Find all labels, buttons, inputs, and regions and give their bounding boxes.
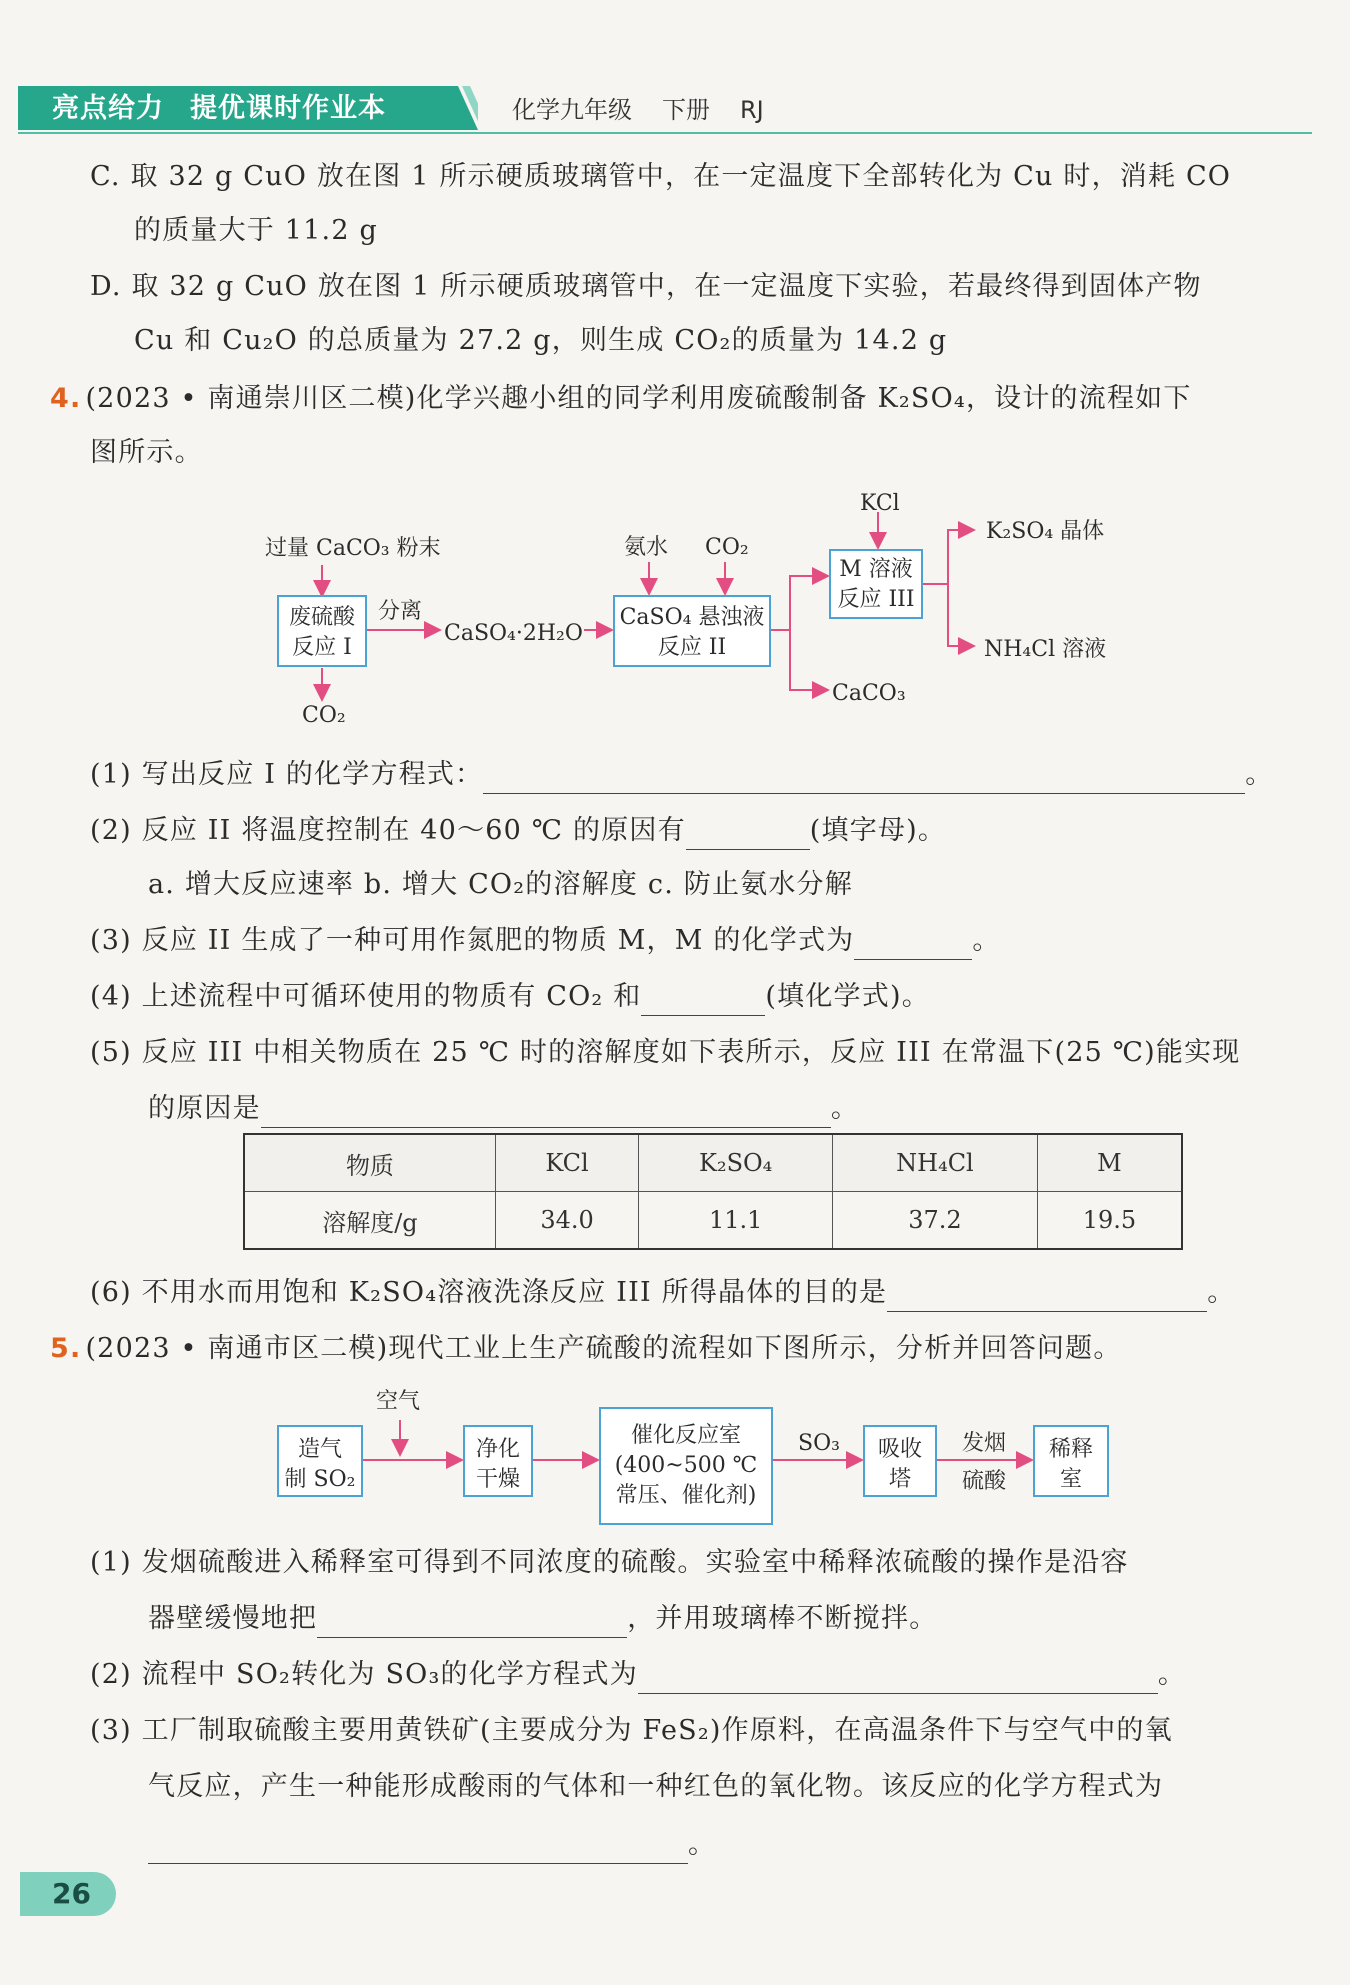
flow5-label-fuming-2: 硫酸 xyxy=(961,1469,1007,1494)
page-number: 26 xyxy=(52,1877,91,1910)
table-cell: 溶解度/g xyxy=(244,1192,495,1250)
table-header-cell: M xyxy=(1037,1134,1182,1192)
table-header-cell: NH₄Cl xyxy=(833,1134,1038,1192)
table-header-cell: 物质 xyxy=(244,1134,495,1192)
flow-box1-line2: 反应 I xyxy=(292,635,352,660)
q5-part3-period: 。 xyxy=(688,1829,717,1860)
q3-option-c-line2: 的质量大于 11.2 g xyxy=(134,215,378,246)
table-cell: 11.1 xyxy=(639,1192,833,1250)
flow-box2-line1: CaSO₄ 悬浊液 xyxy=(619,605,765,630)
flow5-box1-line2: 制 SO₂ xyxy=(284,1467,356,1492)
flow-label-co2-out: CO₂ xyxy=(302,703,346,728)
q4-part2-options: a. 增大反应速率 b. 增大 CO₂的溶解度 c. 防止氨水分解 xyxy=(148,869,853,900)
table-cell: 34.0 xyxy=(495,1192,638,1250)
flow5-box1-line1: 造气 xyxy=(297,1437,343,1462)
table-cell: 37.2 xyxy=(833,1192,1038,1250)
q5-part1-tail: ，并用玻璃棒不断搅拌。 xyxy=(627,1603,938,1634)
q4-part1-text: (1) 写出反应 I 的化学方程式： xyxy=(90,759,484,790)
q5-part1-answer-blank[interactable] xyxy=(317,1607,627,1638)
q4-part3-period: 。 xyxy=(972,925,1001,956)
flow-box3-line2: 反应 III xyxy=(837,587,915,612)
q5-part3-line2: 气反应，产生一种能形成酸雨的气体和一种红色的氧化物。该反应的化学方程式为 xyxy=(148,1771,1164,1802)
q5-part2-text: (2) 流程中 SO₂转化为 SO₃的化学方程式为 xyxy=(90,1659,638,1690)
flow-label-separate: 分离 xyxy=(378,599,423,624)
q4-part2-tail: (填字母)。 xyxy=(809,815,947,846)
q5-part3-answer-blank[interactable] xyxy=(148,1833,688,1864)
q3-option-c-line1: C. 取 32 g CuO 放在图 1 所示硬质玻璃管中，在一定温度下全部转化为 Cu 时，消耗 CO xyxy=(90,161,1232,192)
q5-part2-period: 。 xyxy=(1157,1659,1187,1690)
flow5-label-so3: SO₃ xyxy=(798,1431,840,1456)
q4-part2-text: (2) 反应 II 将温度控制在 40～60 ℃ 的原因有 xyxy=(90,815,686,846)
flow-label-caco3-powder: 过量 CaCO₃ 粉末 xyxy=(265,536,441,561)
table-header-cell: K₂SO₄ xyxy=(639,1134,833,1192)
q4-stem-text: (2023 • 南通崇川区二模)化学兴趣小组的同学利用废硫酸制备 K₂SO₄，设计的流程如下 xyxy=(85,383,1192,414)
q5-part1-line1: (1) 发烟硫酸进入稀释室可得到不同浓度的硫酸。实验室中稀释浓硫酸的操作是沿容 xyxy=(90,1547,1129,1578)
flow5-box4-line2: 塔 xyxy=(888,1467,912,1492)
flow5-label-fuming-1: 发烟 xyxy=(961,1431,1007,1456)
q4-number: 4. xyxy=(50,383,82,414)
q5-part3-answer xyxy=(148,1826,716,1864)
q4-part3-text: (3) 反应 II 生成了一种可用作氮肥的物质 M，M 的化学式为 xyxy=(90,925,855,956)
flow-label-caco3: CaCO₃ xyxy=(832,681,906,706)
brand-series: 提优课时作业本 xyxy=(190,93,386,124)
brand-name: 亮点给力 xyxy=(52,93,164,124)
flow5-box3-line1: 催化反应室 xyxy=(630,1423,742,1448)
header-volume: 下册 xyxy=(662,96,710,124)
q3-option-d-line1: D. 取 32 g CuO 放在图 1 所示硬质玻璃管中，在一定温度下实验，若最终得到固体产物 xyxy=(90,271,1202,302)
flow5-box3-line2: (400~500 ℃ xyxy=(614,1453,758,1478)
q5-part3-line1: (3) 工厂制取硫酸主要用黄铁矿(主要成分为 FeS₂)作原料，在高温条件下与空气中的氧 xyxy=(90,1715,1173,1746)
q5-number: 5. xyxy=(50,1333,82,1364)
flow-box3-line1: M 溶液 xyxy=(839,557,913,582)
flow5-box5-line2: 室 xyxy=(1059,1467,1083,1492)
flow-label-ammonia: 氨水 xyxy=(624,535,669,560)
flow-box1-line1: 废硫酸 xyxy=(288,605,356,630)
q4-part4-tail: (填化学式)。 xyxy=(765,981,930,1012)
flow5-box3-line3: 常压、催化剂) xyxy=(615,1483,757,1508)
header-subject: 化学九年级 xyxy=(512,96,632,124)
flow-label-co2-in: CO₂ xyxy=(705,535,749,560)
flow-label-nh4cl: NH₄Cl 溶液 xyxy=(984,637,1107,662)
table-cell: 19.5 xyxy=(1037,1192,1182,1250)
q4-part5-period: 。 xyxy=(830,1093,860,1124)
q5-stem-text: (2023 • 南通市区二模)现代工业上生产硫酸的流程如下图所示，分析并回答问题。 xyxy=(85,1333,1122,1364)
q4-part6-text: (6) 不用水而用饱和 K₂SO₄溶液洗涤反应 III 所得晶体的目的是 xyxy=(90,1277,888,1308)
q4-part5-line1: (5) 反应 III 中相关物质在 25 ℃ 时的溶解度如下表所示，反应 III 在常温下(25 ℃)能实现 xyxy=(90,1037,1241,1068)
q4-part6-period: 。 xyxy=(1207,1277,1236,1308)
q4-part1-period: 。 xyxy=(1245,759,1274,790)
table-header-cell: KCl xyxy=(495,1134,638,1192)
flow-box2-line2: 反应 II xyxy=(657,635,727,660)
flow5-box4-line1: 吸收 xyxy=(877,1437,923,1462)
q5-part1-line2 xyxy=(148,1600,937,1638)
q5-part1-text: 器壁缓慢地把 xyxy=(148,1603,318,1634)
flow5-box2-line2: 干燥 xyxy=(475,1467,521,1492)
flow5-box5-line1: 稀释 xyxy=(1048,1437,1094,1462)
q4-part4-text: (4) 上述流程中可循环使用的物质有 CO₂ 和 xyxy=(90,981,642,1012)
q4-stem-line2: 图所示。 xyxy=(90,437,203,468)
flow5-box2-line1: 净化 xyxy=(475,1437,521,1462)
flow-label-kcl: KCl xyxy=(860,491,900,516)
q5-part2 xyxy=(90,1656,1186,1694)
flow5-label-air: 空气 xyxy=(376,1389,421,1414)
flow-label-k2so4: K₂SO₄ 晶体 xyxy=(986,519,1105,544)
header-edition: RJ xyxy=(740,96,764,124)
flow-label-gypsum: CaSO₄·2H₂O xyxy=(444,621,583,646)
q4-part5-text: 的原因是 xyxy=(148,1093,261,1124)
q3-option-d-line2: Cu 和 Cu₂O 的总质量为 27.2 g，则生成 CO₂的质量为 14.2 g xyxy=(134,325,948,356)
q5-part2-answer-blank[interactable] xyxy=(638,1663,1158,1694)
